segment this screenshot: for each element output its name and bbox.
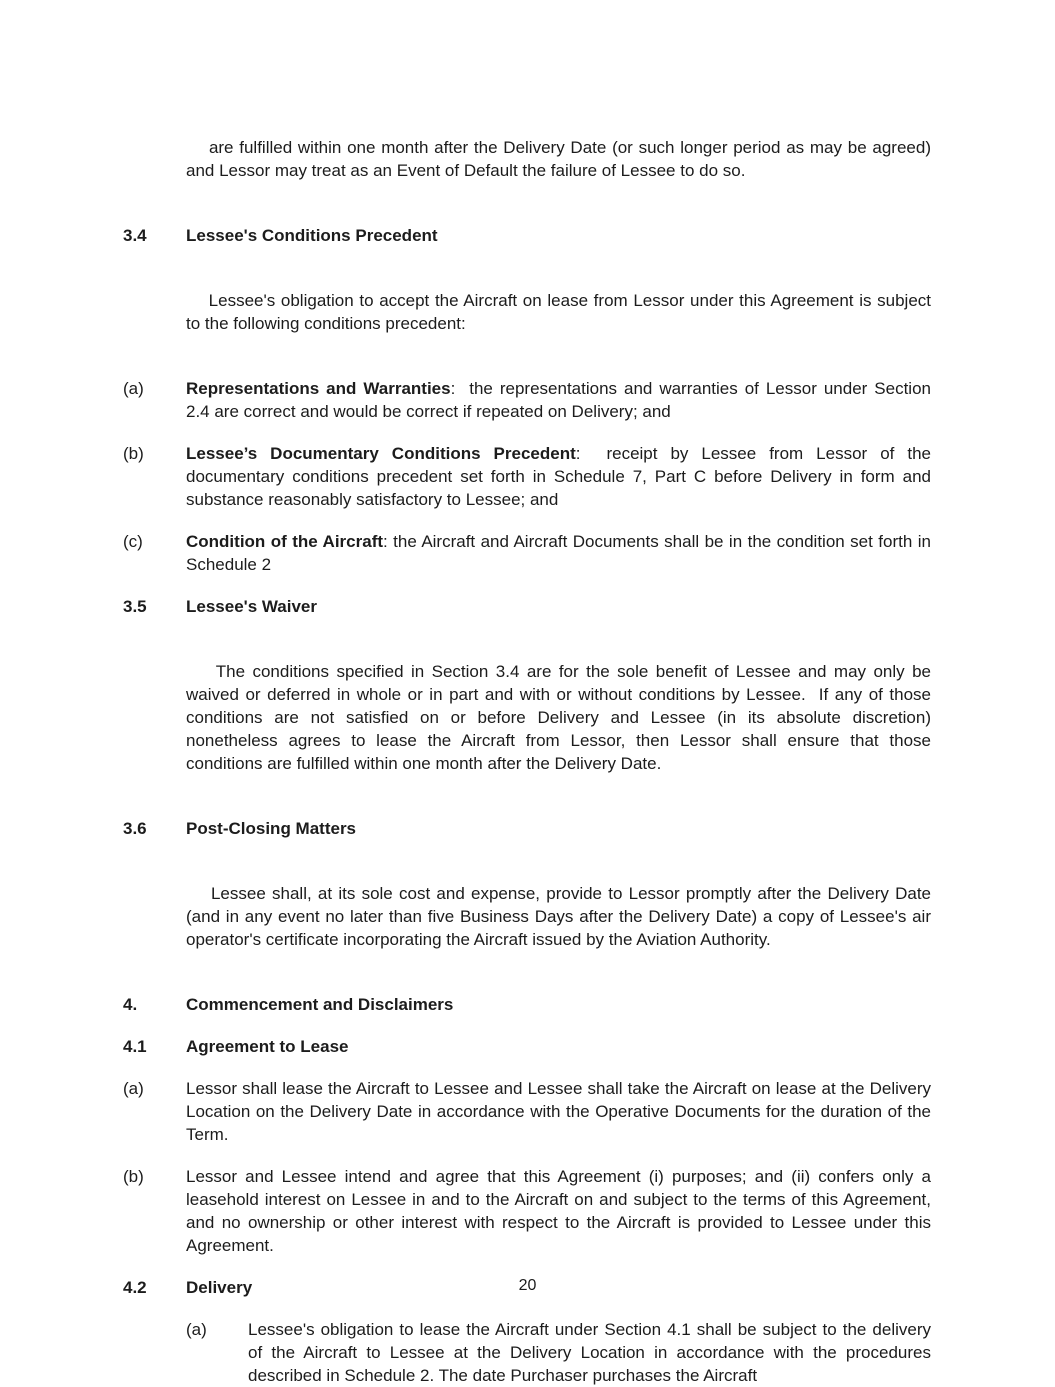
paragraph-text: Lessee shall, at its sole cost and expense, provide to Lessor promptly after the Delivery Date (and in any event no later than five Business Days after the Delivery Date) a copy of Lessee's air operator's certificate incorporating the Aircraft issued by the Aviation Authority. bbox=[186, 884, 936, 949]
list-item-4-1-a bbox=[123, 1077, 936, 1146]
section-heading-3-5 bbox=[123, 595, 931, 618]
section-title: Commencement and Disclaimers bbox=[186, 995, 454, 1014]
item-label: (c) bbox=[123, 532, 143, 551]
item-text: Lessee's obligation to lease the Aircraft under Section 4.1 shall be subject to the delivery of the Aircraft to Lessee at the Delivery Location in accordance with the procedures described in Schedule 2. The date Purchaser purchases the Aircraft bbox=[248, 1320, 936, 1385]
item-lead: Lessee’s Documentary Conditions Precedent bbox=[186, 444, 576, 463]
section-number: 3.4 bbox=[123, 226, 147, 245]
list-item-3-4-b bbox=[123, 442, 936, 511]
section-number: 4.2 bbox=[123, 1278, 147, 1297]
item-body bbox=[186, 1165, 936, 1257]
item-label: (b) bbox=[123, 444, 144, 463]
section-number: 4. bbox=[123, 995, 138, 1014]
item-label: (b) bbox=[123, 1167, 144, 1186]
list-item-4-1-b bbox=[123, 1165, 936, 1257]
section-number: 3.6 bbox=[123, 819, 147, 838]
paragraph-3-4-intro bbox=[186, 266, 936, 358]
item-body bbox=[186, 530, 936, 576]
item-text: : receipt by Lessee from Lessor of the documentary conditions precedent set forth in Schedule 7, Part C before Delivery in form and substance reasonably satisfactory to Lessee; and bbox=[186, 444, 936, 509]
item-text: Lessor shall lease the Aircraft to Lessee and Lessee shall take the Aircraft on lease at the Delivery Location on the Delivery Date in accordance with the Operative Documents for the duration of the Term. bbox=[186, 1079, 936, 1144]
paragraph-text: The conditions specified in Section 3.4 are for the sole benefit of Lessee and may only be waived or deferred in whole or in part and with or without conditions by Lessee. If any of those conditions are not satisfied on or before Delivery and Lessee (in its absolute discretion) nonetheless agrees to lease the Aircraft from Lessor, then Lessor shall ensure that those conditions are fulfilled within one month after the Delivery Date. bbox=[186, 662, 936, 773]
section-title: Post-Closing Matters bbox=[186, 819, 357, 838]
section-heading-4-1 bbox=[123, 1035, 931, 1058]
item-body bbox=[248, 1318, 936, 1387]
item-body bbox=[186, 377, 936, 423]
section-heading-3-6 bbox=[123, 817, 931, 840]
item-lead: Condition of the Aircraft bbox=[186, 532, 384, 551]
item-label: (a) bbox=[186, 1320, 207, 1339]
section-heading-3-4 bbox=[123, 224, 931, 247]
section-title: Agreement to Lease bbox=[186, 1037, 349, 1056]
list-item-4-2-a bbox=[186, 1318, 936, 1387]
paragraph-3-6 bbox=[186, 859, 936, 974]
item-label: (a) bbox=[123, 379, 144, 398]
section-title: Delivery bbox=[186, 1278, 253, 1297]
paragraph-3-5 bbox=[186, 637, 936, 798]
section-title: Lessee's Waiver bbox=[186, 597, 317, 616]
paragraph-text: are fulfilled within one month after the Delivery Date (or such longer period as may be agreed) and Lessor may treat as an Event of Default the failure of Lessee to do so. bbox=[186, 138, 936, 180]
section-number: 4.1 bbox=[123, 1037, 147, 1056]
paragraph-text: Lessee's obligation to accept the Aircraft on lease from Lessor under this Agreement is subject to the following conditions precedent: bbox=[186, 291, 936, 333]
section-title: Lessee's Conditions Precedent bbox=[186, 226, 438, 245]
item-text: : the Aircraft and Aircraft Documents shall be in the condition set forth in Schedule 2 bbox=[186, 532, 936, 574]
page-number: 20 bbox=[518, 1277, 537, 1294]
item-lead: Representations and Warranties bbox=[186, 379, 451, 398]
item-body bbox=[186, 442, 936, 511]
paragraph-continuation bbox=[186, 113, 936, 205]
list-item-3-4-c bbox=[123, 530, 936, 576]
section-number: 3.5 bbox=[123, 597, 147, 616]
list-item-3-4-a bbox=[123, 377, 936, 423]
item-text: : the representations and warranties of Lessor under Section 2.4 are correct and would be correct if repeated on Delivery; and bbox=[186, 379, 936, 421]
item-text: Lessor and Lessee intend and agree that this Agreement (i) purposes; and (ii) confers only a leasehold interest on Lessee in and to the Aircraft on and subject to the terms of this Agreement, and no ownership or other interest with respect to the Aircraft is provided to Lessee under this Agreement. bbox=[186, 1167, 936, 1255]
item-body bbox=[186, 1077, 936, 1146]
section-heading-4 bbox=[123, 993, 931, 1016]
item-label: (a) bbox=[123, 1079, 144, 1098]
